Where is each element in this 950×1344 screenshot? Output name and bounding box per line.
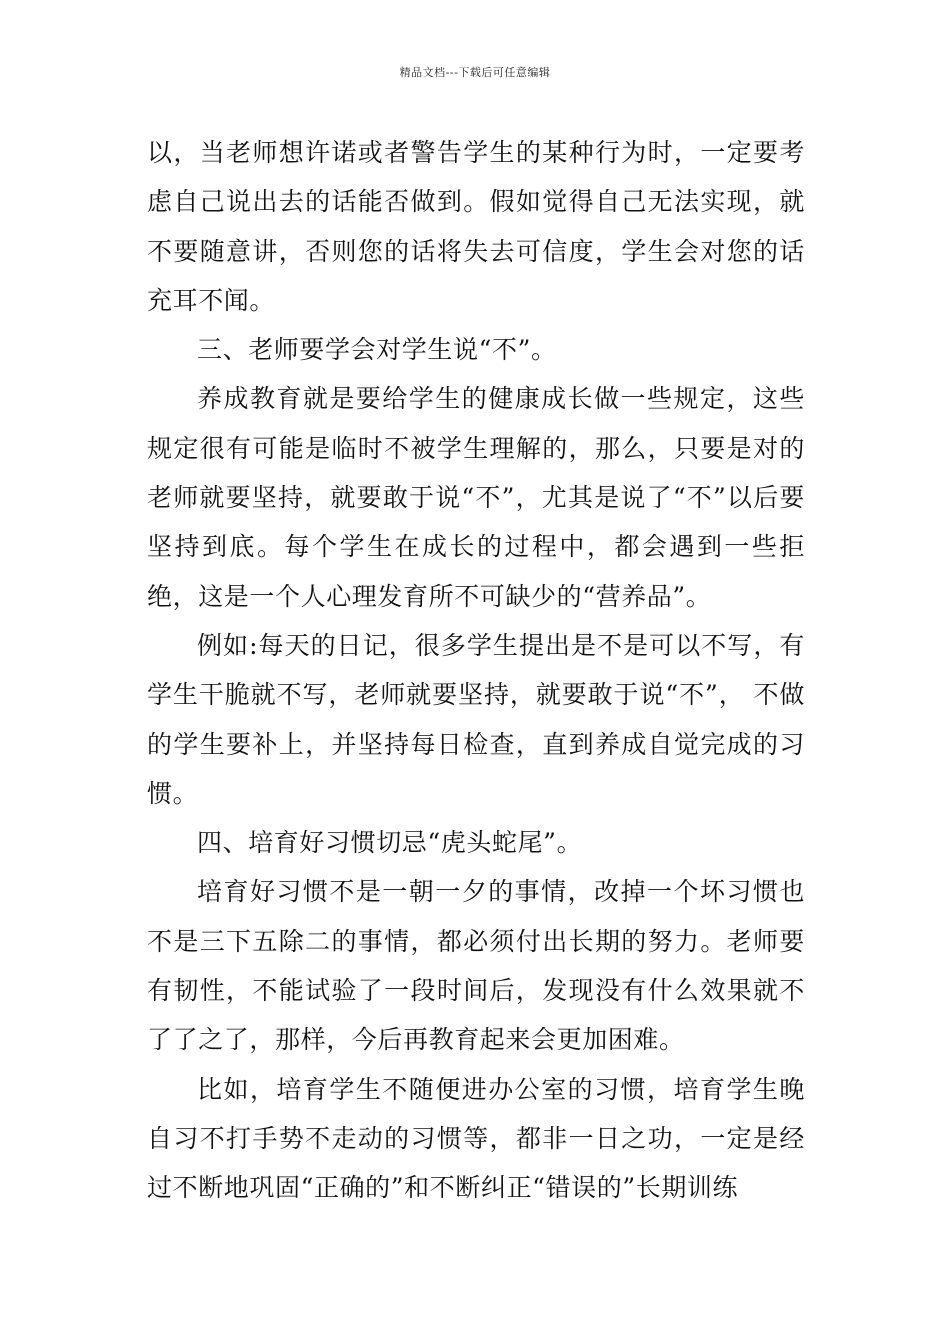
paragraph: 以，当老师想许诺或者警告学生的某种行为时，一定要考虑自己说出去的话能否做到。假如觉得自己无法实现，就不要随意讲，否则您的话将失去可信度，学生会对您的话充耳不闻。 [147,138,805,315]
paragraph: 比如，培育学生不随便进办公室的习惯，培育学生晚自习不打手势不走动的习惯等，都非一日之功，一定是经过不断地巩固“正确的”和不断纠正“错误的”长期训练 [147,1074,805,1203]
document-body [147,128,805,1213]
paragraph: 养成教育就是要给学生的健康成长做一些规定，这些规定很有可能是临时不被学生理解的，那么，只要是对的老师就要坚持，就要敢于说“不”，尤其是说了“不”以后要坚持到底。每个学生在成长的过程中，都会遇到一些拒绝，这是一个人心理发育所不可缺少的“营养品”。 [147,384,805,611]
page-header: 精品文档---下载后可任意编辑 [399,66,551,79]
paragraph: 培育好习惯不是一朝一夕的事情，改掉一个坏习惯也不是三下五除二的事情，都必须付出长期的努力。老师要有韧性，不能试验了一段时间后，发现没有什么效果就不了了之了，那样，今后再教育起来会更加困难。 [147,877,805,1055]
paragraph: 例如:每天的日记，很多学生提出是不是可以不写，有学生干脆就不写，老师就要坚持，就要敢于说“不”， 不做的学生要补上，并坚持每日检查，直到养成自觉完成的习惯。 [147,630,805,808]
section-heading: 四、培育好习惯切忌“虎头蛇尾”。 [197,828,583,858]
section-heading: 三、老师要学会对学生说“不”。 [197,335,557,365]
